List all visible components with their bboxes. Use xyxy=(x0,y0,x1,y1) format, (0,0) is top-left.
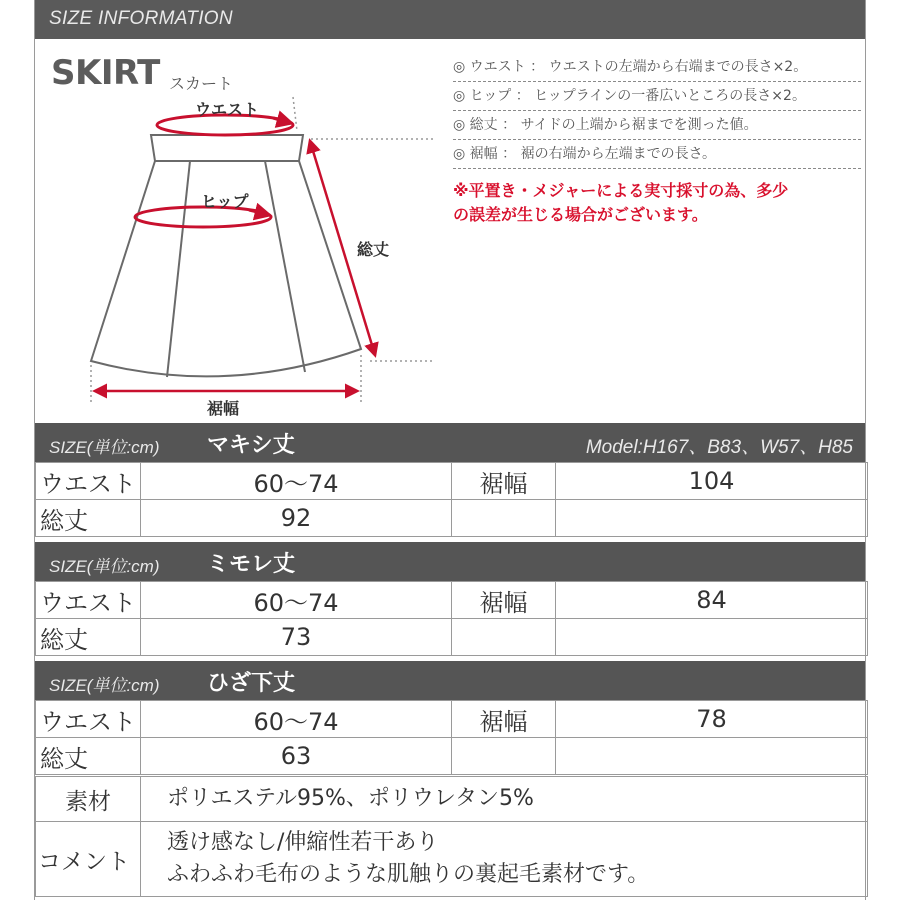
table-row xyxy=(36,822,868,897)
value-waist: 60〜74 xyxy=(141,582,452,619)
empty-cell xyxy=(556,619,868,656)
value-hem: 84 xyxy=(556,582,868,619)
table-row xyxy=(36,463,868,500)
empty-cell xyxy=(452,619,556,656)
header-length: 総丈 xyxy=(36,619,141,656)
label-length: 総丈 xyxy=(357,240,390,259)
table-row xyxy=(36,500,868,537)
comment-line-2: ふわふわ毛布のような肌触りの裏起毛素材です。 xyxy=(167,862,650,887)
value-hem: 104 xyxy=(556,463,868,500)
label-hip: ヒップ xyxy=(201,192,249,211)
comment-value xyxy=(141,822,868,897)
size-table-below-knee xyxy=(35,700,868,775)
size-table-maxi xyxy=(35,462,868,537)
empty-cell xyxy=(556,738,868,775)
note-length: ◎ 総丈 ： サイドの上端から裾までを測った値。 xyxy=(453,111,861,140)
section-header-below-knee xyxy=(35,661,865,700)
value-length: 73 xyxy=(141,619,452,656)
material-value: ポリエステル95%、ポリウレタン5% xyxy=(141,777,868,822)
size-table-midi xyxy=(35,581,868,656)
header-length: 総丈 xyxy=(36,500,141,537)
label-hem: 裾幅 xyxy=(207,399,240,418)
note-waist: ◎ ウエスト ： ウエストの左端から右端までの長さ×2。 xyxy=(453,53,861,82)
header-title: SIZE INFORMATION xyxy=(49,8,233,29)
value-waist: 60〜74 xyxy=(141,463,452,500)
section-header-maxi xyxy=(35,423,865,462)
measurement-warning: ※平置き・メジャーによる実寸採寸の為、多少 の誤差が生じる場合がございます。 xyxy=(453,181,789,224)
empty-cell xyxy=(556,500,868,537)
unit-label: SIZE(単位:cm) xyxy=(49,676,160,695)
note-hip: ◎ ヒップ ： ヒップラインの一番広いところの長さ×2。 xyxy=(453,82,861,111)
table-row xyxy=(36,701,868,738)
header-waist: ウエスト xyxy=(36,463,141,500)
empty-cell xyxy=(452,500,556,537)
illustration-area xyxy=(35,39,865,423)
comment-label: コメント xyxy=(36,822,141,897)
size-information-card xyxy=(34,0,866,900)
info-table xyxy=(35,776,868,897)
material-label: 素材 xyxy=(36,777,141,822)
header-bar xyxy=(35,0,865,39)
table-row xyxy=(36,619,868,656)
comment-line-1: 透け感なし/伸縮性若干あり xyxy=(167,830,439,855)
value-length: 92 xyxy=(141,500,452,537)
skirt-subtitle: スカート xyxy=(169,74,234,93)
skirt-waistband xyxy=(151,135,303,161)
unit-label: SIZE(単位:cm) xyxy=(49,557,160,576)
header-waist: ウエスト xyxy=(36,582,141,619)
value-waist: 60〜74 xyxy=(141,701,452,738)
value-length: 63 xyxy=(141,738,452,775)
value-hem: 78 xyxy=(556,701,868,738)
table-row xyxy=(36,582,868,619)
section-name: ミモレ丈 xyxy=(207,552,296,577)
model-info: Model:H167、B83、W57、H85 xyxy=(585,437,853,458)
header-length: 総丈 xyxy=(36,738,141,775)
unit-label: SIZE(単位:cm) xyxy=(49,438,160,457)
header-hem: 裾幅 xyxy=(452,463,556,500)
table-row xyxy=(36,738,868,775)
note-hem: ◎ 裾幅 ： 裾の右端から左端までの長さ。 xyxy=(453,140,861,169)
section-name: マキシ丈 xyxy=(207,433,295,458)
header-hem: 裾幅 xyxy=(452,582,556,619)
section-name: ひざ下丈 xyxy=(207,671,296,696)
empty-cell xyxy=(452,738,556,775)
header-hem: 裾幅 xyxy=(452,701,556,738)
measurement-notes xyxy=(453,53,861,227)
header-waist: ウエスト xyxy=(36,701,141,738)
label-waist: ウエスト xyxy=(195,100,260,119)
section-header-midi xyxy=(35,542,865,581)
table-row xyxy=(36,777,868,822)
skirt-title: SKIRT xyxy=(51,53,160,93)
